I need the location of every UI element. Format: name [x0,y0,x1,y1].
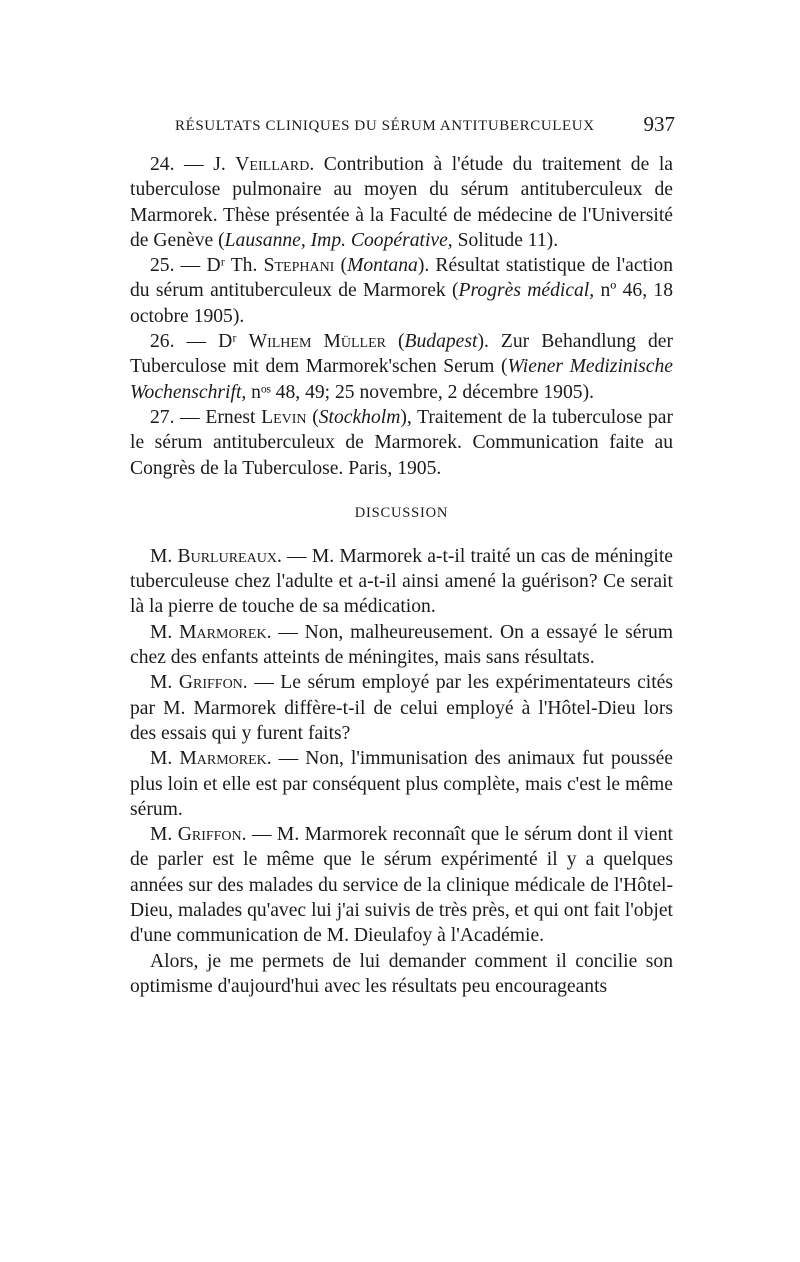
reference-text: nᵒˢ 48, 49; 25 novembre, 2 décembre 1905). [246,381,594,403]
reference-text: ( [334,255,348,277]
reference-author: Stephani [263,255,335,277]
reference-25 [130,253,673,329]
reference-text: nº 46, 18 octobre 1905). [130,280,673,327]
reference-number: 24. — J. [150,154,236,175]
speaker-prefix: M. [150,545,178,567]
reference-location: Budapest [404,331,478,353]
discussion-paragraph [130,544,673,620]
reference-text: ( [385,331,405,353]
discussion-paragraph [130,949,673,1000]
reference-journal: Wiener Medizinische Wochenschrift, [130,356,673,403]
reference-number: 27. — Ernest [150,406,262,428]
speaker-name: Griffon [177,824,242,846]
reference-24 [130,152,673,253]
reference-26 [130,329,673,405]
reference-number: 26. — Dʳ [150,331,249,353]
paragraph-text: . — Le sérum employé par les expérimentateurs cités par M. Marmorek diffère-t-il de celui employé à l'Hôtel-Dieu lors des essais qui y furent faits? [130,672,673,744]
reference-text: ). Zur Behandlung der Tuberculose mit dem Marmorek'schen Serum ( [130,331,673,378]
speaker-name: Burlureaux [177,545,277,567]
reference-text: . Contribution à l'étude du traitement de la tuberculose pulmonaire au moyen du sérum antituberculeux de Marmorek. Thèse présentée à la Faculté de médecine de l'Université de Genève ( [130,154,673,251]
reference-location: Montana [347,255,418,277]
reference-location: Stockholm [318,406,401,428]
speaker-prefix: M. [150,672,179,694]
paragraph-text: . — Non, malheureusement. On a essayé le sérum chez des enfants atteints de méningites, mais sans résultats. [130,621,673,669]
speaker-name: Marmorek [179,748,267,770]
paragraph-text: Alors, je me permets de lui demander comment il concilie son optimisme d'aujourd'hui avec les résultats peu encourageants [130,950,673,997]
speaker-prefix: M. [150,824,178,846]
reference-author: Wilhem Müller [248,331,386,353]
paragraph-text: . — M. Marmorek a-t-il traité un cas de méningite tuberculeuse chez l'adulte et a-t-il ainsi amené la guérison? Ce serait là la pierre de touche de sa médication. [130,545,673,618]
page-body [130,152,673,999]
speaker-name: Marmorek [179,621,267,643]
speaker-prefix: M. [150,621,180,643]
discussion-heading: DISCUSSION [354,504,449,521]
speaker-prefix: M. [150,748,180,770]
discussion-paragraph [130,746,673,822]
reference-author: Levin [261,406,307,428]
discussion-paragraph [130,670,673,746]
page-number: 937 [643,112,675,136]
discussion-paragraph [130,822,673,948]
speaker-name: Griffon [178,672,243,694]
running-title: RÉSULTATS CLINIQUES DU SÉRUM ANTITUBERCULEUX [175,118,595,134]
reference-text: Solitude 11). [452,229,559,251]
reference-journal: Progrès médical, [458,280,595,302]
reference-publisher: Lausanne, Imp. Coopérative, [224,229,453,251]
document-page [130,112,673,999]
reference-text: ), Traitement de la tuberculose par le sérum antituberculeux de Marmorek. Communication faite au Congrès de la Tuberculose. Paris, 1905. [130,406,673,479]
reference-27 [130,405,673,481]
reference-author: Veillard [235,154,310,175]
running-header [130,112,673,140]
discussion-paragraph [130,620,673,671]
paragraph-text: . — Non, l'immunisation des animaux fut poussée plus loin et elle est par conséquent plus complète, mais c'est le même sérum. [130,748,673,820]
reference-text: ( [306,406,319,428]
reference-number: 25. — Dʳ Th. [150,255,264,277]
paragraph-text: . — M. Marmorek reconnaît que le sérum dont il vient de parler est le même que le sérum expérimenté il y a quelques années sur des malades du service de la clinique médicale de l'Hôtel-Dieu, malades qu'avec lui j'ai suivis de très près, et qui ont fait l'objet d'une communication de M. Dieulafoy à l'Académie. [130,824,673,947]
reference-text: ). Résultat statistique de l'action du sérum antituberculeux de Marmorek ( [130,255,673,302]
